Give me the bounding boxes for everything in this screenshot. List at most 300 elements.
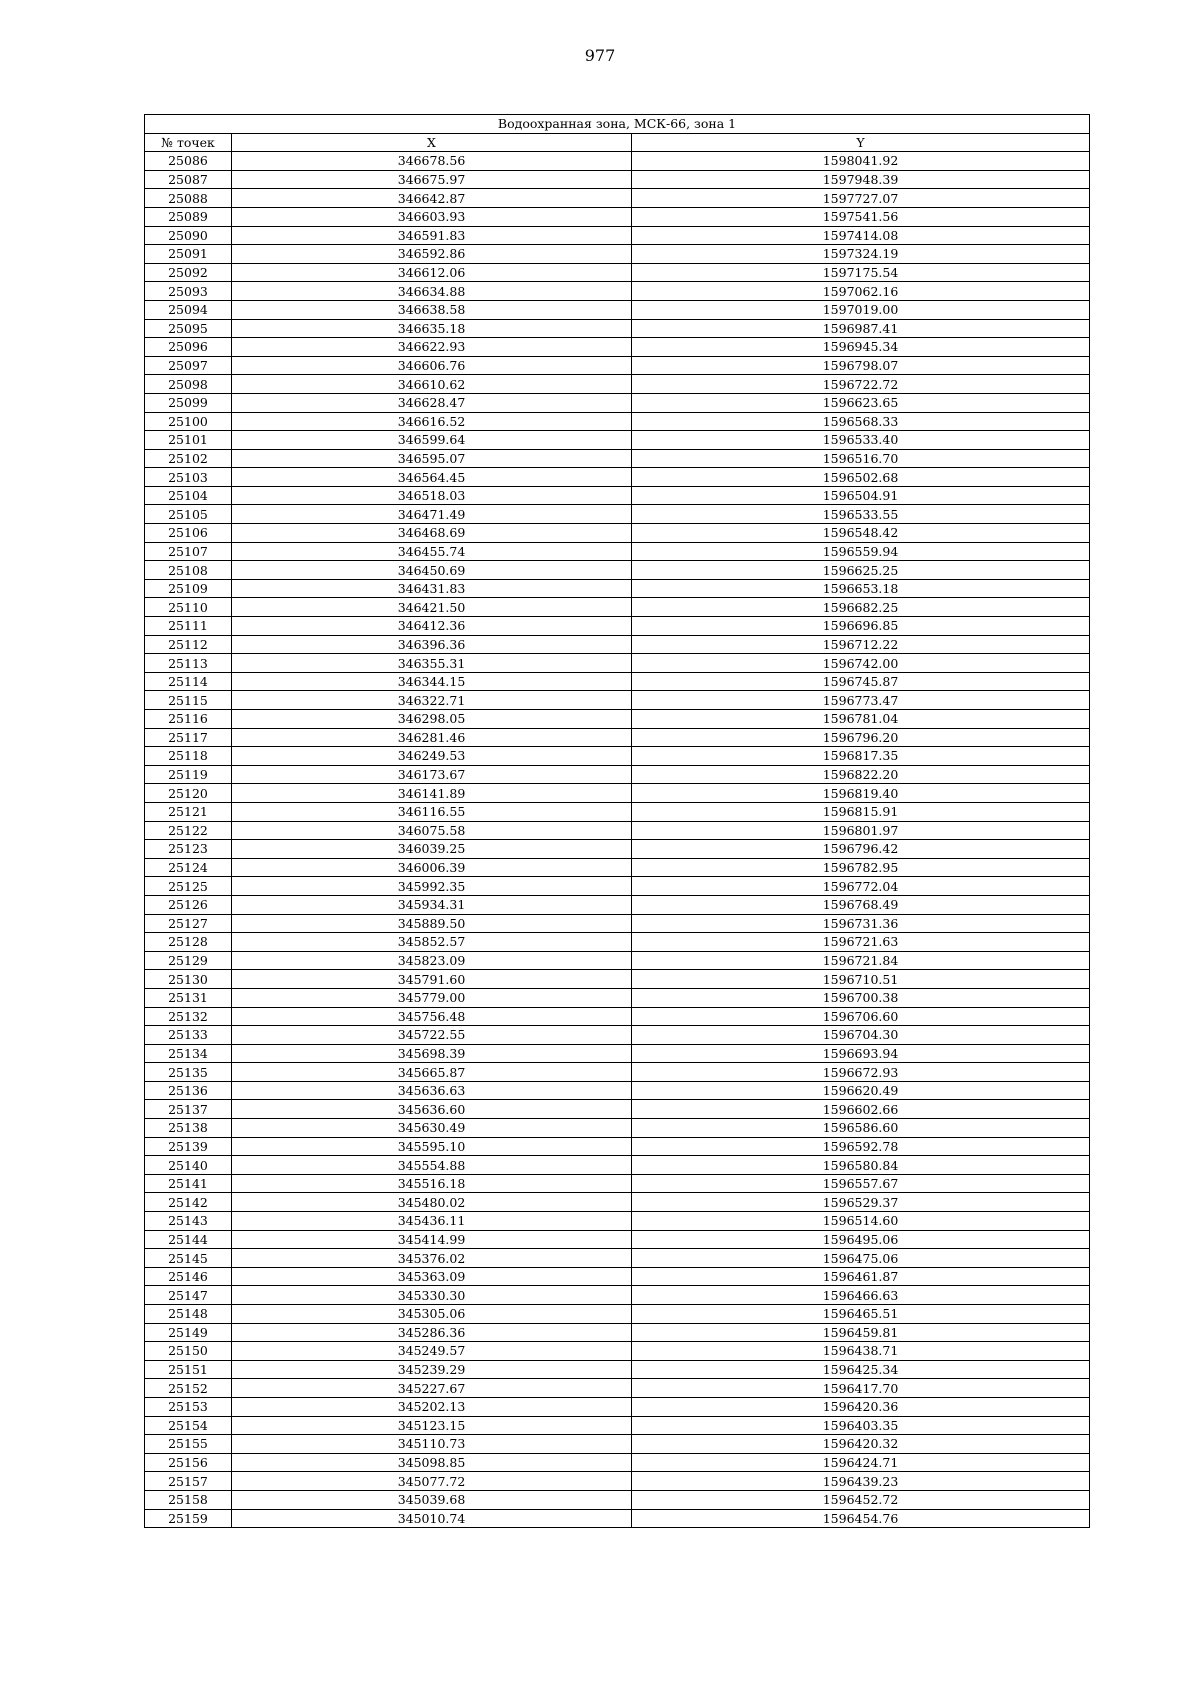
- cell-point-number: 25127: [145, 914, 232, 933]
- table-row: [145, 245, 1090, 264]
- table-row: [145, 524, 1090, 543]
- cell-x: 346606.76: [232, 356, 632, 375]
- cell-x: 346628.47: [232, 393, 632, 412]
- cell-x: 345665.87: [232, 1063, 632, 1082]
- table-caption-row: [145, 115, 1090, 134]
- cell-x: 345414.99: [232, 1230, 632, 1249]
- cell-y: 1596945.34: [632, 338, 1090, 357]
- cell-x: 345110.73: [232, 1435, 632, 1454]
- table-row: [145, 207, 1090, 226]
- cell-point-number: 25106: [145, 524, 232, 543]
- cell-y: 1596721.84: [632, 951, 1090, 970]
- cell-x: 345636.60: [232, 1100, 632, 1119]
- cell-x: 346638.58: [232, 300, 632, 319]
- table-row: [145, 505, 1090, 524]
- cell-y: 1596745.87: [632, 672, 1090, 691]
- cell-y: 1596533.55: [632, 505, 1090, 524]
- cell-x: 346622.93: [232, 338, 632, 357]
- cell-point-number: 25148: [145, 1305, 232, 1324]
- cell-y: 1596417.70: [632, 1379, 1090, 1398]
- cell-y: 1596796.20: [632, 728, 1090, 747]
- table-row: [145, 1044, 1090, 1063]
- cell-x: 346421.50: [232, 598, 632, 617]
- cell-x: 346595.07: [232, 449, 632, 468]
- cell-point-number: 25150: [145, 1342, 232, 1361]
- cell-point-number: 25129: [145, 951, 232, 970]
- table-row: [145, 1007, 1090, 1026]
- table-row: [145, 1397, 1090, 1416]
- cell-x: 346075.58: [232, 821, 632, 840]
- cell-x: 346634.88: [232, 282, 632, 301]
- cell-x: 345039.68: [232, 1490, 632, 1509]
- cell-x: 346039.25: [232, 840, 632, 859]
- cell-x: 346249.53: [232, 747, 632, 766]
- cell-x: 346675.97: [232, 170, 632, 189]
- cell-point-number: 25091: [145, 245, 232, 264]
- cell-point-number: 25103: [145, 468, 232, 487]
- cell-point-number: 25143: [145, 1212, 232, 1231]
- cell-y: 1596516.70: [632, 449, 1090, 468]
- cell-point-number: 25111: [145, 617, 232, 636]
- cell-point-number: 25109: [145, 579, 232, 598]
- cell-x: 345756.48: [232, 1007, 632, 1026]
- cell-x: 346116.55: [232, 802, 632, 821]
- cell-point-number: 25128: [145, 933, 232, 952]
- cell-y: 1596722.72: [632, 375, 1090, 394]
- header-y: Y: [632, 133, 1090, 152]
- cell-x: 346678.56: [232, 152, 632, 171]
- cell-y: 1596620.49: [632, 1081, 1090, 1100]
- cell-y: 1596461.87: [632, 1267, 1090, 1286]
- table-row: [145, 877, 1090, 896]
- cell-y: 1596781.04: [632, 710, 1090, 729]
- cell-point-number: 25115: [145, 691, 232, 710]
- cell-y: 1596987.41: [632, 319, 1090, 338]
- cell-point-number: 25101: [145, 431, 232, 450]
- cell-point-number: 25156: [145, 1453, 232, 1472]
- cell-x: 345516.18: [232, 1174, 632, 1193]
- cell-x: 345934.31: [232, 895, 632, 914]
- cell-point-number: 25135: [145, 1063, 232, 1082]
- cell-point-number: 25145: [145, 1249, 232, 1268]
- cell-y: 1596465.51: [632, 1305, 1090, 1324]
- cell-y: 1596625.25: [632, 561, 1090, 580]
- table-row: [145, 1509, 1090, 1528]
- cell-point-number: 25126: [145, 895, 232, 914]
- table-row: [145, 672, 1090, 691]
- table-row: [145, 710, 1090, 729]
- cell-y: 1596420.32: [632, 1435, 1090, 1454]
- cell-point-number: 25095: [145, 319, 232, 338]
- cell-point-number: 25096: [145, 338, 232, 357]
- table-row: [145, 1026, 1090, 1045]
- cell-point-number: 25116: [145, 710, 232, 729]
- cell-x: 346006.39: [232, 858, 632, 877]
- cell-x: 346322.71: [232, 691, 632, 710]
- cell-y: 1596466.63: [632, 1286, 1090, 1305]
- table-row: [145, 914, 1090, 933]
- table-row: [145, 412, 1090, 431]
- cell-point-number: 25113: [145, 654, 232, 673]
- cell-y: 1597324.19: [632, 245, 1090, 264]
- cell-point-number: 25120: [145, 784, 232, 803]
- cell-y: 1596796.42: [632, 840, 1090, 859]
- cell-point-number: 25131: [145, 988, 232, 1007]
- table-row: [145, 319, 1090, 338]
- cell-x: 345286.36: [232, 1323, 632, 1342]
- cell-x: 345791.60: [232, 970, 632, 989]
- table-row: [145, 1156, 1090, 1175]
- table-caption: Водоохранная зона, МСК-66, зона 1: [145, 115, 1090, 134]
- cell-point-number: 25093: [145, 282, 232, 301]
- table-row: [145, 802, 1090, 821]
- cell-x: 345010.74: [232, 1509, 632, 1528]
- cell-y: 1597175.54: [632, 263, 1090, 282]
- table-row: [145, 1286, 1090, 1305]
- cell-x: 346141.89: [232, 784, 632, 803]
- table-row: [145, 895, 1090, 914]
- cell-y: 1596653.18: [632, 579, 1090, 598]
- cell-point-number: 25114: [145, 672, 232, 691]
- table-row: [145, 1305, 1090, 1324]
- cell-y: 1596403.35: [632, 1416, 1090, 1435]
- cell-x: 345480.02: [232, 1193, 632, 1212]
- cell-point-number: 25159: [145, 1509, 232, 1528]
- table-row: [145, 338, 1090, 357]
- cell-x: 346518.03: [232, 486, 632, 505]
- cell-x: 345249.57: [232, 1342, 632, 1361]
- cell-y: 1596438.71: [632, 1342, 1090, 1361]
- table-row: [145, 468, 1090, 487]
- table-row: [145, 1453, 1090, 1472]
- cell-y: 1596559.94: [632, 542, 1090, 561]
- cell-point-number: 25146: [145, 1267, 232, 1286]
- cell-y: 1597948.39: [632, 170, 1090, 189]
- cell-y: 1596580.84: [632, 1156, 1090, 1175]
- cell-y: 1596815.91: [632, 802, 1090, 821]
- cell-x: 346431.83: [232, 579, 632, 598]
- cell-point-number: 25097: [145, 356, 232, 375]
- cell-point-number: 25147: [145, 1286, 232, 1305]
- cell-point-number: 25144: [145, 1230, 232, 1249]
- cell-x: 346412.36: [232, 617, 632, 636]
- cell-y: 1596822.20: [632, 765, 1090, 784]
- cell-point-number: 25137: [145, 1100, 232, 1119]
- cell-point-number: 25105: [145, 505, 232, 524]
- table-row: [145, 635, 1090, 654]
- table-row: [145, 617, 1090, 636]
- cell-y: 1596819.40: [632, 784, 1090, 803]
- table-row: [145, 933, 1090, 952]
- page-number: 977: [584, 46, 616, 65]
- cell-x: 346591.83: [232, 226, 632, 245]
- cell-x: 346173.67: [232, 765, 632, 784]
- cell-point-number: 25149: [145, 1323, 232, 1342]
- table-row: [145, 226, 1090, 245]
- cell-point-number: 25089: [145, 207, 232, 226]
- cell-point-number: 25121: [145, 802, 232, 821]
- table-row: [145, 598, 1090, 617]
- table-row: [145, 1472, 1090, 1491]
- cell-point-number: 25119: [145, 765, 232, 784]
- cell-y: 1597019.00: [632, 300, 1090, 319]
- cell-point-number: 25132: [145, 1007, 232, 1026]
- cell-y: 1596706.60: [632, 1007, 1090, 1026]
- table-row: [145, 988, 1090, 1007]
- cell-x: 345852.57: [232, 933, 632, 952]
- cell-y: 1597062.16: [632, 282, 1090, 301]
- table-row: [145, 840, 1090, 859]
- table-row: [145, 1137, 1090, 1156]
- cell-x: 346396.36: [232, 635, 632, 654]
- header-point-number: № точек: [145, 133, 232, 152]
- header-x: X: [232, 133, 632, 152]
- table-row: [145, 449, 1090, 468]
- cell-y: 1596592.78: [632, 1137, 1090, 1156]
- table-row: [145, 431, 1090, 450]
- cell-x: 345436.11: [232, 1212, 632, 1231]
- cell-y: 1596742.00: [632, 654, 1090, 673]
- cell-point-number: 25099: [145, 393, 232, 412]
- cell-point-number: 25090: [145, 226, 232, 245]
- table-row: [145, 189, 1090, 208]
- table-row: [145, 486, 1090, 505]
- cell-x: 346298.05: [232, 710, 632, 729]
- cell-point-number: 25098: [145, 375, 232, 394]
- table-row: [145, 1212, 1090, 1231]
- cell-point-number: 25100: [145, 412, 232, 431]
- table-row: [145, 1119, 1090, 1138]
- table-row: [145, 821, 1090, 840]
- cell-point-number: 25110: [145, 598, 232, 617]
- table-row: [145, 579, 1090, 598]
- cell-point-number: 25092: [145, 263, 232, 282]
- cell-x: 346355.31: [232, 654, 632, 673]
- cell-y: 1596425.34: [632, 1360, 1090, 1379]
- table-row: [145, 1174, 1090, 1193]
- table-row: [145, 728, 1090, 747]
- table-row: [145, 561, 1090, 580]
- cell-y: 1596454.76: [632, 1509, 1090, 1528]
- cell-y: 1596710.51: [632, 970, 1090, 989]
- cell-point-number: 25142: [145, 1193, 232, 1212]
- cell-x: 345098.85: [232, 1453, 632, 1472]
- cell-point-number: 25133: [145, 1026, 232, 1045]
- cell-y: 1596439.23: [632, 1472, 1090, 1491]
- table-row: [145, 356, 1090, 375]
- cell-point-number: 25157: [145, 1472, 232, 1491]
- cell-point-number: 25155: [145, 1435, 232, 1454]
- cell-point-number: 25117: [145, 728, 232, 747]
- cell-x: 345363.09: [232, 1267, 632, 1286]
- cell-y: 1596798.07: [632, 356, 1090, 375]
- table-row: [145, 858, 1090, 877]
- table-row: [145, 375, 1090, 394]
- cell-point-number: 25139: [145, 1137, 232, 1156]
- cell-y: 1596459.81: [632, 1323, 1090, 1342]
- cell-y: 1596712.22: [632, 635, 1090, 654]
- cell-y: 1596495.06: [632, 1230, 1090, 1249]
- cell-point-number: 25102: [145, 449, 232, 468]
- cell-point-number: 25140: [145, 1156, 232, 1175]
- cell-y: 1596529.37: [632, 1193, 1090, 1212]
- cell-y: 1596672.93: [632, 1063, 1090, 1082]
- cell-y: 1597727.07: [632, 189, 1090, 208]
- cell-point-number: 25151: [145, 1360, 232, 1379]
- cell-y: 1596424.71: [632, 1453, 1090, 1472]
- cell-y: 1596801.97: [632, 821, 1090, 840]
- table-row: [145, 1360, 1090, 1379]
- coordinates-table: [144, 114, 1090, 1528]
- cell-x: 346610.62: [232, 375, 632, 394]
- cell-x: 346455.74: [232, 542, 632, 561]
- cell-y: 1596731.36: [632, 914, 1090, 933]
- cell-x: 345698.39: [232, 1044, 632, 1063]
- cell-x: 345595.10: [232, 1137, 632, 1156]
- cell-x: 346468.69: [232, 524, 632, 543]
- table-row: [145, 784, 1090, 803]
- cell-x: 345077.72: [232, 1472, 632, 1491]
- cell-y: 1596568.33: [632, 412, 1090, 431]
- cell-point-number: 25112: [145, 635, 232, 654]
- table-row: [145, 1081, 1090, 1100]
- table-row: [145, 542, 1090, 561]
- table-row: [145, 951, 1090, 970]
- cell-y: 1596586.60: [632, 1119, 1090, 1138]
- cell-y: 1596721.63: [632, 933, 1090, 952]
- cell-x: 345992.35: [232, 877, 632, 896]
- cell-point-number: 25118: [145, 747, 232, 766]
- cell-x: 345376.02: [232, 1249, 632, 1268]
- cell-x: 346450.69: [232, 561, 632, 580]
- table-row: [145, 691, 1090, 710]
- cell-y: 1597414.08: [632, 226, 1090, 245]
- cell-x: 346599.64: [232, 431, 632, 450]
- cell-point-number: 25154: [145, 1416, 232, 1435]
- cell-point-number: 25107: [145, 542, 232, 561]
- table-row: [145, 263, 1090, 282]
- cell-y: 1596557.67: [632, 1174, 1090, 1193]
- cell-x: 345554.88: [232, 1156, 632, 1175]
- cell-y: 1596696.85: [632, 617, 1090, 636]
- cell-y: 1596504.91: [632, 486, 1090, 505]
- cell-x: 345123.15: [232, 1416, 632, 1435]
- cell-x: 345779.00: [232, 988, 632, 1007]
- table-row: [145, 282, 1090, 301]
- cell-y: 1596475.06: [632, 1249, 1090, 1268]
- cell-x: 346635.18: [232, 319, 632, 338]
- cell-x: 346642.87: [232, 189, 632, 208]
- cell-point-number: 25086: [145, 152, 232, 171]
- cell-x: 345305.06: [232, 1305, 632, 1324]
- cell-point-number: 25088: [145, 189, 232, 208]
- cell-point-number: 25123: [145, 840, 232, 859]
- cell-x: 345239.29: [232, 1360, 632, 1379]
- cell-y: 1596768.49: [632, 895, 1090, 914]
- table-row: [145, 970, 1090, 989]
- cell-x: 345330.30: [232, 1286, 632, 1305]
- table-row: [145, 1100, 1090, 1119]
- cell-x: 345722.55: [232, 1026, 632, 1045]
- cell-x: 346612.06: [232, 263, 632, 282]
- cell-y: 1596817.35: [632, 747, 1090, 766]
- table-row: [145, 747, 1090, 766]
- cell-point-number: 25141: [145, 1174, 232, 1193]
- cell-point-number: 25087: [145, 170, 232, 189]
- cell-point-number: 25108: [145, 561, 232, 580]
- table-header-row: [145, 133, 1090, 152]
- cell-point-number: 25158: [145, 1490, 232, 1509]
- table-row: [145, 1230, 1090, 1249]
- cell-y: 1596700.38: [632, 988, 1090, 1007]
- cell-x: 345227.67: [232, 1379, 632, 1398]
- cell-y: 1596704.30: [632, 1026, 1090, 1045]
- cell-y: 1597541.56: [632, 207, 1090, 226]
- table-row: [145, 170, 1090, 189]
- table-row: [145, 1063, 1090, 1082]
- cell-x: 345202.13: [232, 1397, 632, 1416]
- cell-y: 1596548.42: [632, 524, 1090, 543]
- cell-x: 346344.15: [232, 672, 632, 691]
- cell-y: 1596693.94: [632, 1044, 1090, 1063]
- cell-y: 1596533.40: [632, 431, 1090, 450]
- table-row: [145, 152, 1090, 171]
- cell-y: 1596782.95: [632, 858, 1090, 877]
- cell-y: 1596514.60: [632, 1212, 1090, 1231]
- cell-y: 1598041.92: [632, 152, 1090, 171]
- cell-point-number: 25104: [145, 486, 232, 505]
- table-row: [145, 393, 1090, 412]
- cell-point-number: 25124: [145, 858, 232, 877]
- table-row: [145, 1416, 1090, 1435]
- cell-y: 1596420.36: [632, 1397, 1090, 1416]
- cell-y: 1596682.25: [632, 598, 1090, 617]
- cell-x: 346603.93: [232, 207, 632, 226]
- cell-y: 1596623.65: [632, 393, 1090, 412]
- table-row: [145, 765, 1090, 784]
- cell-x: 345889.50: [232, 914, 632, 933]
- cell-y: 1596602.66: [632, 1100, 1090, 1119]
- cell-y: 1596773.47: [632, 691, 1090, 710]
- cell-point-number: 25094: [145, 300, 232, 319]
- cell-point-number: 25125: [145, 877, 232, 896]
- cell-point-number: 25138: [145, 1119, 232, 1138]
- table-row: [145, 1267, 1090, 1286]
- table-body: [145, 152, 1090, 1528]
- cell-y: 1596452.72: [632, 1490, 1090, 1509]
- table-row: [145, 1323, 1090, 1342]
- table-row: [145, 1490, 1090, 1509]
- cell-point-number: 25134: [145, 1044, 232, 1063]
- cell-x: 345636.63: [232, 1081, 632, 1100]
- table-row: [145, 1193, 1090, 1212]
- cell-point-number: 25152: [145, 1379, 232, 1398]
- cell-x: 345823.09: [232, 951, 632, 970]
- cell-x: 345630.49: [232, 1119, 632, 1138]
- cell-x: 346592.86: [232, 245, 632, 264]
- table-row: [145, 1379, 1090, 1398]
- table-row: [145, 654, 1090, 673]
- cell-y: 1596502.68: [632, 468, 1090, 487]
- cell-point-number: 25153: [145, 1397, 232, 1416]
- cell-point-number: 25122: [145, 821, 232, 840]
- table-row: [145, 300, 1090, 319]
- cell-x: 346471.49: [232, 505, 632, 524]
- cell-point-number: 25130: [145, 970, 232, 989]
- table-row: [145, 1435, 1090, 1454]
- cell-x: 346281.46: [232, 728, 632, 747]
- cell-y: 1596772.04: [632, 877, 1090, 896]
